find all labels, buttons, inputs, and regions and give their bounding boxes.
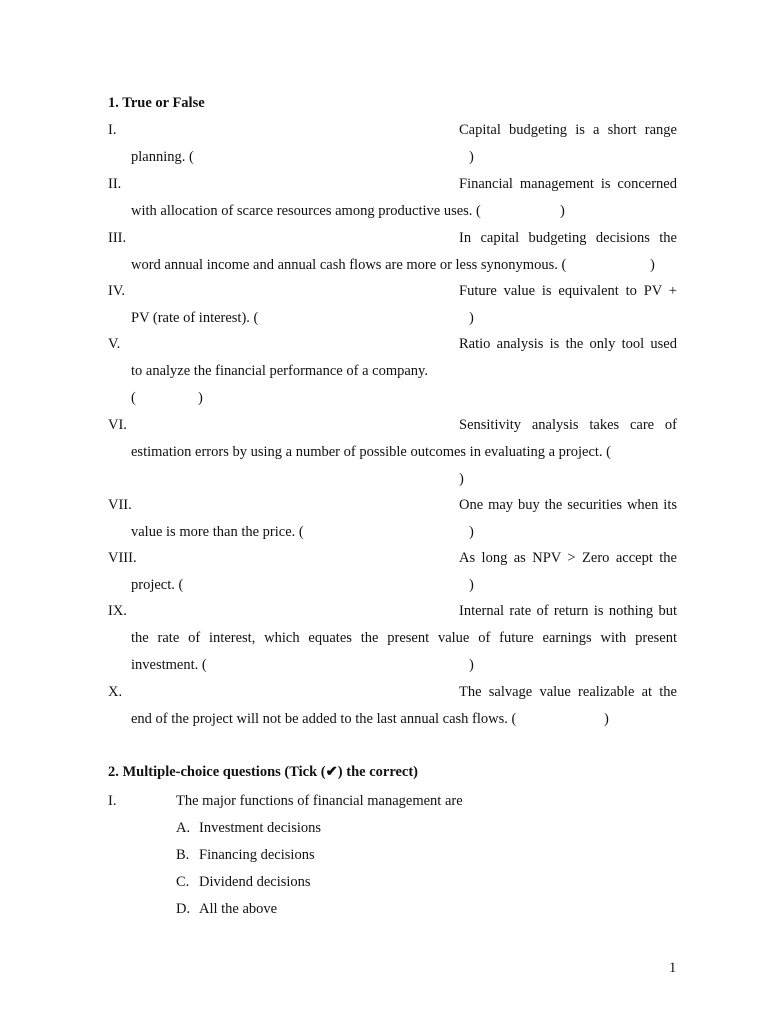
item-first-line: The salvage value realizable at the — [459, 684, 677, 700]
item-number: III. — [108, 230, 127, 246]
item-number: X. — [108, 684, 123, 700]
question-text: The major functions of financial management are — [176, 793, 463, 809]
item-number: II. — [108, 176, 122, 192]
option-text: Financing decisions — [199, 847, 315, 863]
item-continuation: end of the project will not be added to the last annual cash flows. ( — [131, 711, 517, 727]
item-first-line: Capital budgeting is a short range — [459, 122, 677, 138]
answer-close-paren: ) — [469, 524, 474, 540]
item-continuation: project. ( — [131, 577, 184, 593]
page-number: 1 — [669, 960, 677, 976]
item-first-line: As long as NPV > Zero accept the — [459, 550, 677, 566]
answer-close-paren: ) — [198, 390, 203, 406]
item-continuation: word annual income and annual cash flows are more or less synonymous. ( — [131, 257, 567, 273]
item-number: VIII. — [108, 550, 137, 566]
answer-close-paren: ) — [469, 149, 474, 165]
item-first-line: Future value is equivalent to PV + — [459, 283, 677, 299]
item-continuation: planning. ( — [131, 149, 194, 165]
item-number: IV. — [108, 283, 126, 299]
answer-close-paren: ) — [459, 471, 464, 487]
item-first-line: Internal rate of return is nothing but — [459, 603, 677, 619]
question-number: I. — [108, 793, 117, 809]
answer-close-paren: ) — [469, 310, 474, 326]
item-continuation-2: investment. ( — [131, 657, 207, 673]
item-number: I. — [108, 122, 117, 138]
option-letter: C. — [176, 874, 190, 890]
answer-close-paren: ) — [469, 577, 474, 593]
answer-open-paren: ( — [131, 390, 136, 406]
item-first-line: Sensitivity analysis takes care of — [459, 417, 677, 433]
answer-close-paren: ) — [469, 657, 474, 673]
answer-close-paren: ) — [560, 203, 565, 219]
item-number: V. — [108, 336, 121, 352]
option-letter: D. — [176, 901, 191, 917]
option-letter: A. — [176, 820, 191, 836]
option-text: Dividend decisions — [199, 874, 311, 890]
option-text: All the above — [199, 901, 278, 917]
item-number: IX. — [108, 603, 127, 619]
item-continuation: to analyze the financial performance of a company. — [131, 363, 428, 379]
option-letter: B. — [176, 847, 190, 863]
item-continuation: with allocation of scarce resources among productive uses. ( — [131, 203, 481, 219]
item-first-line: One may buy the securities when its — [459, 497, 677, 513]
item-continuation: PV (rate of interest). ( — [131, 310, 259, 326]
item-first-line: Ratio analysis is the only tool used — [459, 336, 677, 352]
section-2-title: 2. Multiple-choice questions (Tick (✔) the correct) — [108, 764, 419, 780]
item-first-line: In capital budgeting decisions the — [459, 230, 677, 246]
option-text: Investment decisions — [199, 820, 322, 836]
answer-close-paren: ) — [604, 711, 609, 727]
answer-close-paren: ) — [650, 257, 655, 273]
item-continuation: value is more than the price. ( — [131, 524, 304, 540]
item-continuation: the rate of interest, which equates the present value of future earnings with present — [131, 630, 677, 646]
section-1-title: 1. True or False — [108, 95, 205, 111]
item-continuation: estimation errors by using a number of possible outcomes in evaluating a project. ( — [131, 444, 611, 460]
item-number: VI. — [108, 417, 127, 433]
item-number: VII. — [108, 497, 132, 513]
item-first-line: Financial management is concerned — [459, 176, 677, 192]
